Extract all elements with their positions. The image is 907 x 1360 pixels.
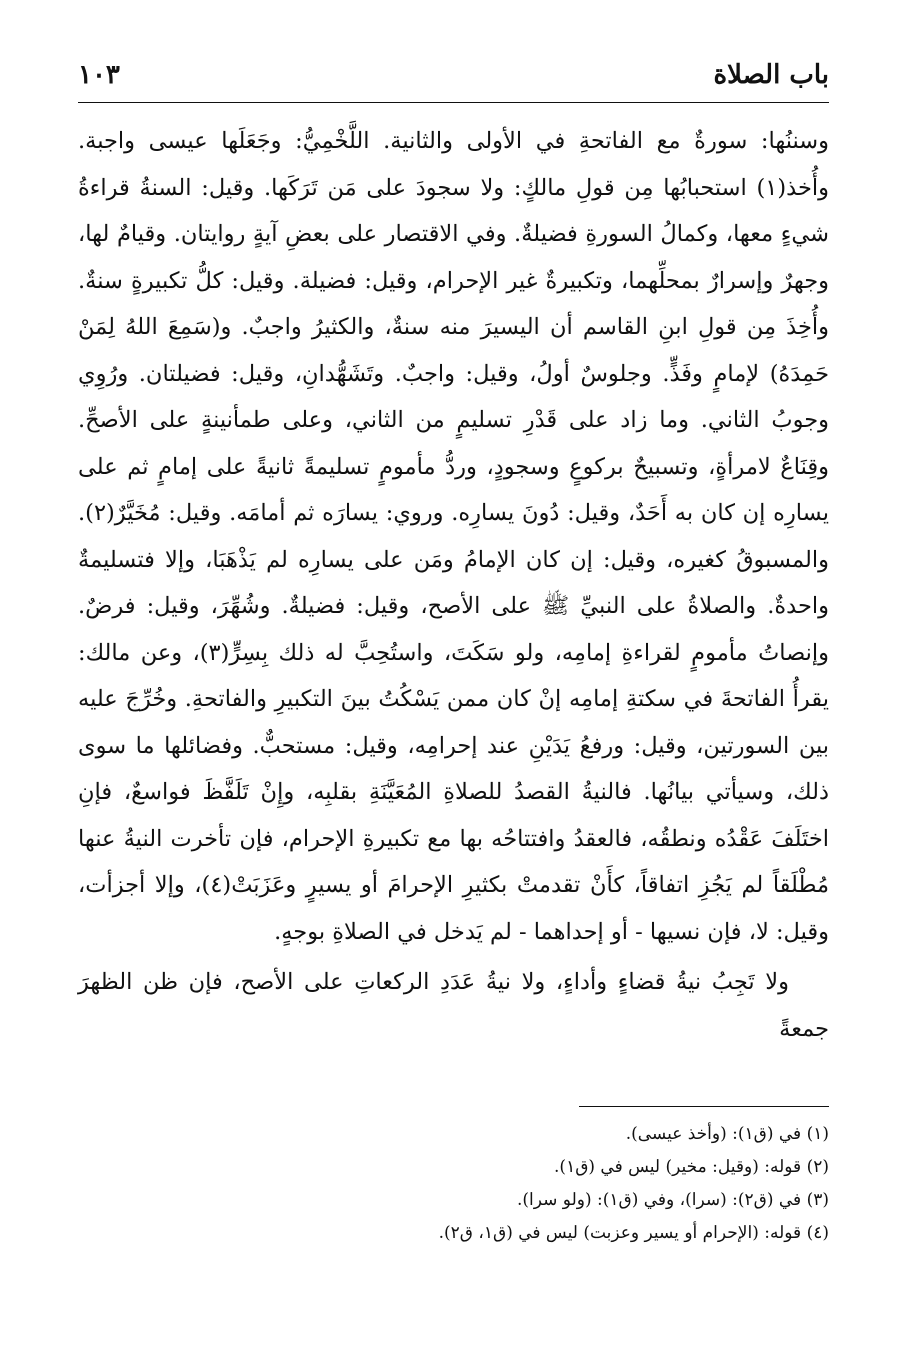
footnote-item: (٣) في (ق٢): (سرا)، وفي (ق١): (ولو سرا). (517, 1190, 829, 1210)
main-text (78, 118, 829, 1052)
footnotes (78, 1118, 829, 1250)
running-header (78, 52, 829, 90)
footnote-item: (٤) قوله: (الإحرام أو يسير وعزبت) ليس في (ق١، ق٢). (438, 1223, 829, 1243)
paragraph: ولا تَجِبُ نيةُ قضاءٍ وأداءٍ، ولا نيةُ عَدَدِ الركعاتِ على الأصح، فإن ظن الظهرَ جمعةً (78, 969, 829, 1042)
footnote-item: (٢) قوله: (وقيل: مخير) ليس في (ق١). (554, 1157, 829, 1177)
paragraph: وسننُها: سورةٌ مع الفاتحةِ في الأولى والثانية. اللَّخْمِيُّ: وجَعَلَها عيسى واجبة. وأُخذ(١) استحبابُها مِن قولِ مالكٍ: ولا سجودَ على مَن تَرَكَها. وقيل: السنةُ قراءةُ شيءٍ معها، وكمالُ السورةِ فضيلةٌ. وفي الاقتصار على بعضِ آيةٍ روايتان. وقيامٌ لها، وجهرٌ وإسرارٌ بمحلِّهما، وتكبيرةٌ غير الإحرام، وقيل: فضيلة. وقيل: كلُّ تكبيرةٍ سنةٌ. وأُخِذَ مِن قولِ ابنِ القاسم أن اليسيرَ منه سنةٌ، والكثيرُ واجبٌ. و(سَمِعَ اللهُ لِمَنْ حَمِدَهُ) لإمامٍ وفَذٍّ. وجلوسٌ أولُ، وقيل: واجبٌ. وتَشَهُّدانِ، وقيل: فضيلتان. ورُوِي وجوبُ الثاني. وما زاد على قَدْرِ تسليمٍ من الثاني، وعلى طمأنينةٍ على الأصحِّ. وقِنَاعٌ لامرأةٍ، وتسبيحٌ بركوعٍ وسجودٍ، وردُّ مأمومٍ تسليمةً ثانيةً على إمامٍ ثم على يسارِه إن كان به أَحَدٌ، وقيل: دُونَ يسارِه. وروي: يسارَه ثم أمامَه. وقيل: مُخَيَّرٌ(٢). والمسبوقُ كغيره، وقيل: إن كان الإمامُ ومَن على يسارِه لم يَذْهَبَا، وإلا فتسليمةٌ واحدةٌ. والصلاةُ على النبيِّ ﷺ على الأصح، وقيل: فضيلةٌ. وشُهِّرَ، وقيل: فرضٌ. وإنصاتُ مأمومٍ لقراءةِ إمامِه، ولو سَكَتَ، واستُحِبَّ له ذلك بِسِرٍّ(٣)، وعن مالك: يقرأُ الفاتحةَ في سكتةِ إمامِه إنْ كان ممن يَسْكُتُ بينَ التكبيرِ والفاتحةِ. وخُرِّجَ عليه بين السورتين، وقيل: ورفعُ يَدَيْنِ عند إحرامِه، وقيل: مستحبٌّ. وفضائلها ما سوى ذلك، وسيأتي بيانُها. فالنيةُ القصدُ للصلاةِ المُعَيَّنَةِ بقلبِه، وإِنْ تَلَفَّظَ فواسعٌ، فإنِ اختَلَفَ عَقْدُه ونطقُه، فالعقدُ وافتتاحُه بها مع تكبيرةِ الإحرام، فإن تأخرت النيةُ عنها مُطْلَقاً لم يَجُزِ اتفاقاً، كأَنْ تقدمتْ بكثيرِ الإحرامَ أو يسيرٍ وعَزَبَتْ(٤)، وإلا أجزأت، وقيل: لا، فإن نسيها - أو إحداهما - لم يَدخل في الصلاةِ بوجهٍ. (78, 128, 830, 945)
footnote-item: (١) في (ق١): (وأخذ عيسى). (625, 1124, 829, 1144)
header-divider (78, 102, 829, 103)
footnote-divider (579, 1106, 829, 1107)
chapter-title: باب الصلاة (713, 60, 829, 90)
page-number: ١٠٣ (78, 60, 120, 90)
